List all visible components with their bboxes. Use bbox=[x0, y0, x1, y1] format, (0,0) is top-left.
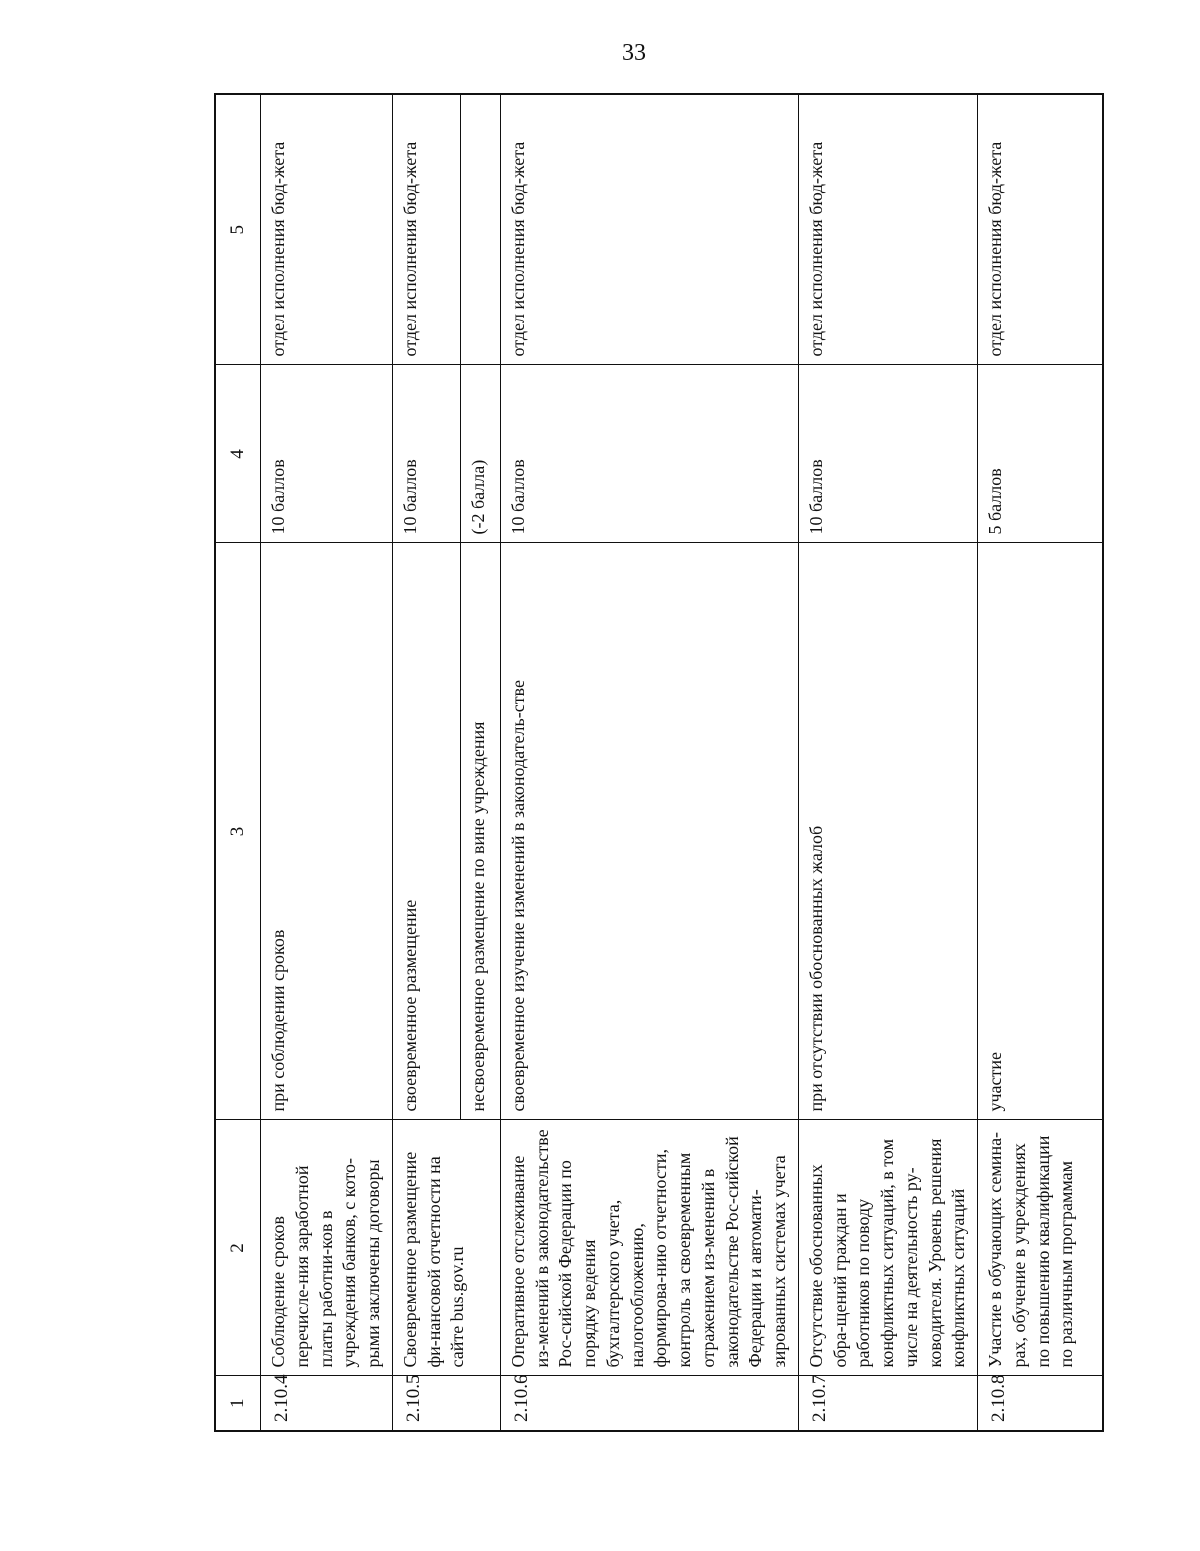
score-cell: (-2 балла) bbox=[460, 365, 500, 543]
score-cell: 10 баллов bbox=[261, 365, 393, 543]
row-number: 2.10.7 bbox=[798, 1376, 977, 1431]
condition-cell: своевременное изучение изменений в законодатель-стве bbox=[500, 543, 798, 1120]
criterion-cell: Отсутствие обоснованных обра-щений граждан и работников по поводу конфликтных ситуаций, в том числе на деятельность ру-ководителя. Уровень решения конфликтных ситуаций bbox=[798, 1120, 977, 1376]
header-col-1: 1 bbox=[215, 1376, 261, 1431]
row-number: 2.10.6 bbox=[500, 1376, 798, 1431]
table-row bbox=[798, 94, 977, 1431]
criteria-table bbox=[214, 93, 1104, 1432]
header-row bbox=[215, 94, 261, 1431]
table-row bbox=[500, 94, 798, 1431]
responsible-cell: отдел исполнения бюд-жета bbox=[392, 94, 460, 365]
criterion-cell: Своевременное размещение фи-нансовой отчетности на сайте bus.gov.ru bbox=[392, 1120, 500, 1376]
row-number: 2.10.8 bbox=[978, 1376, 1103, 1431]
row-number: 2.10.5 bbox=[392, 1376, 500, 1431]
table-row bbox=[261, 94, 393, 1431]
condition-cell: при соблюдении сроков bbox=[261, 543, 393, 1120]
score-cell: 10 баллов bbox=[798, 365, 977, 543]
criterion-cell: Участие в обучающих семина-рах, обучение в учреждениях по повышению квалификации по различным программам bbox=[978, 1120, 1103, 1376]
rotated-table-container bbox=[214, 95, 1077, 1432]
responsible-cell: отдел исполнения бюд-жета bbox=[261, 94, 393, 365]
condition-cell: при отсутствии обоснованных жалоб bbox=[798, 543, 977, 1120]
condition-cell: участие bbox=[978, 543, 1103, 1120]
responsible-cell: отдел исполнения бюд-жета bbox=[978, 94, 1103, 365]
table-row bbox=[392, 94, 460, 1431]
responsible-cell bbox=[460, 94, 500, 365]
condition-cell: своевременное размещение bbox=[392, 543, 460, 1120]
score-cell: 10 баллов bbox=[392, 365, 460, 543]
responsible-cell: отдел исполнения бюд-жета bbox=[798, 94, 977, 365]
criterion-cell: Соблюдение сроков перечисле-ния заработной платы работни-ков в учреждения банков, с кото-рыми заключены договоры bbox=[261, 1120, 393, 1376]
header-col-4: 4 bbox=[215, 365, 261, 543]
header-col-2: 2 bbox=[215, 1120, 261, 1376]
header-col-3: 3 bbox=[215, 543, 261, 1120]
score-cell: 5 баллов bbox=[978, 365, 1103, 543]
criterion-cell: Оперативное отслеживание из-менений в законодательстве Рос-сийской Федерации по порядку ведения бухгалтерского учета, налогообложению, формирова-нию отчетности, контроль за своевременным отражением из-менений в законодательстве Рос-сийской Федерации и автомати-зированных системах учета bbox=[500, 1120, 798, 1376]
condition-cell: несвоевременное размещение по вине учреждения bbox=[460, 543, 500, 1120]
header-col-5: 5 bbox=[215, 94, 261, 365]
score-cell: 10 баллов bbox=[500, 365, 798, 543]
responsible-cell: отдел исполнения бюд-жета bbox=[500, 94, 798, 365]
page-number: 33 bbox=[622, 40, 646, 66]
table-row bbox=[978, 94, 1103, 1431]
row-number: 2.10.4 bbox=[261, 1376, 393, 1431]
